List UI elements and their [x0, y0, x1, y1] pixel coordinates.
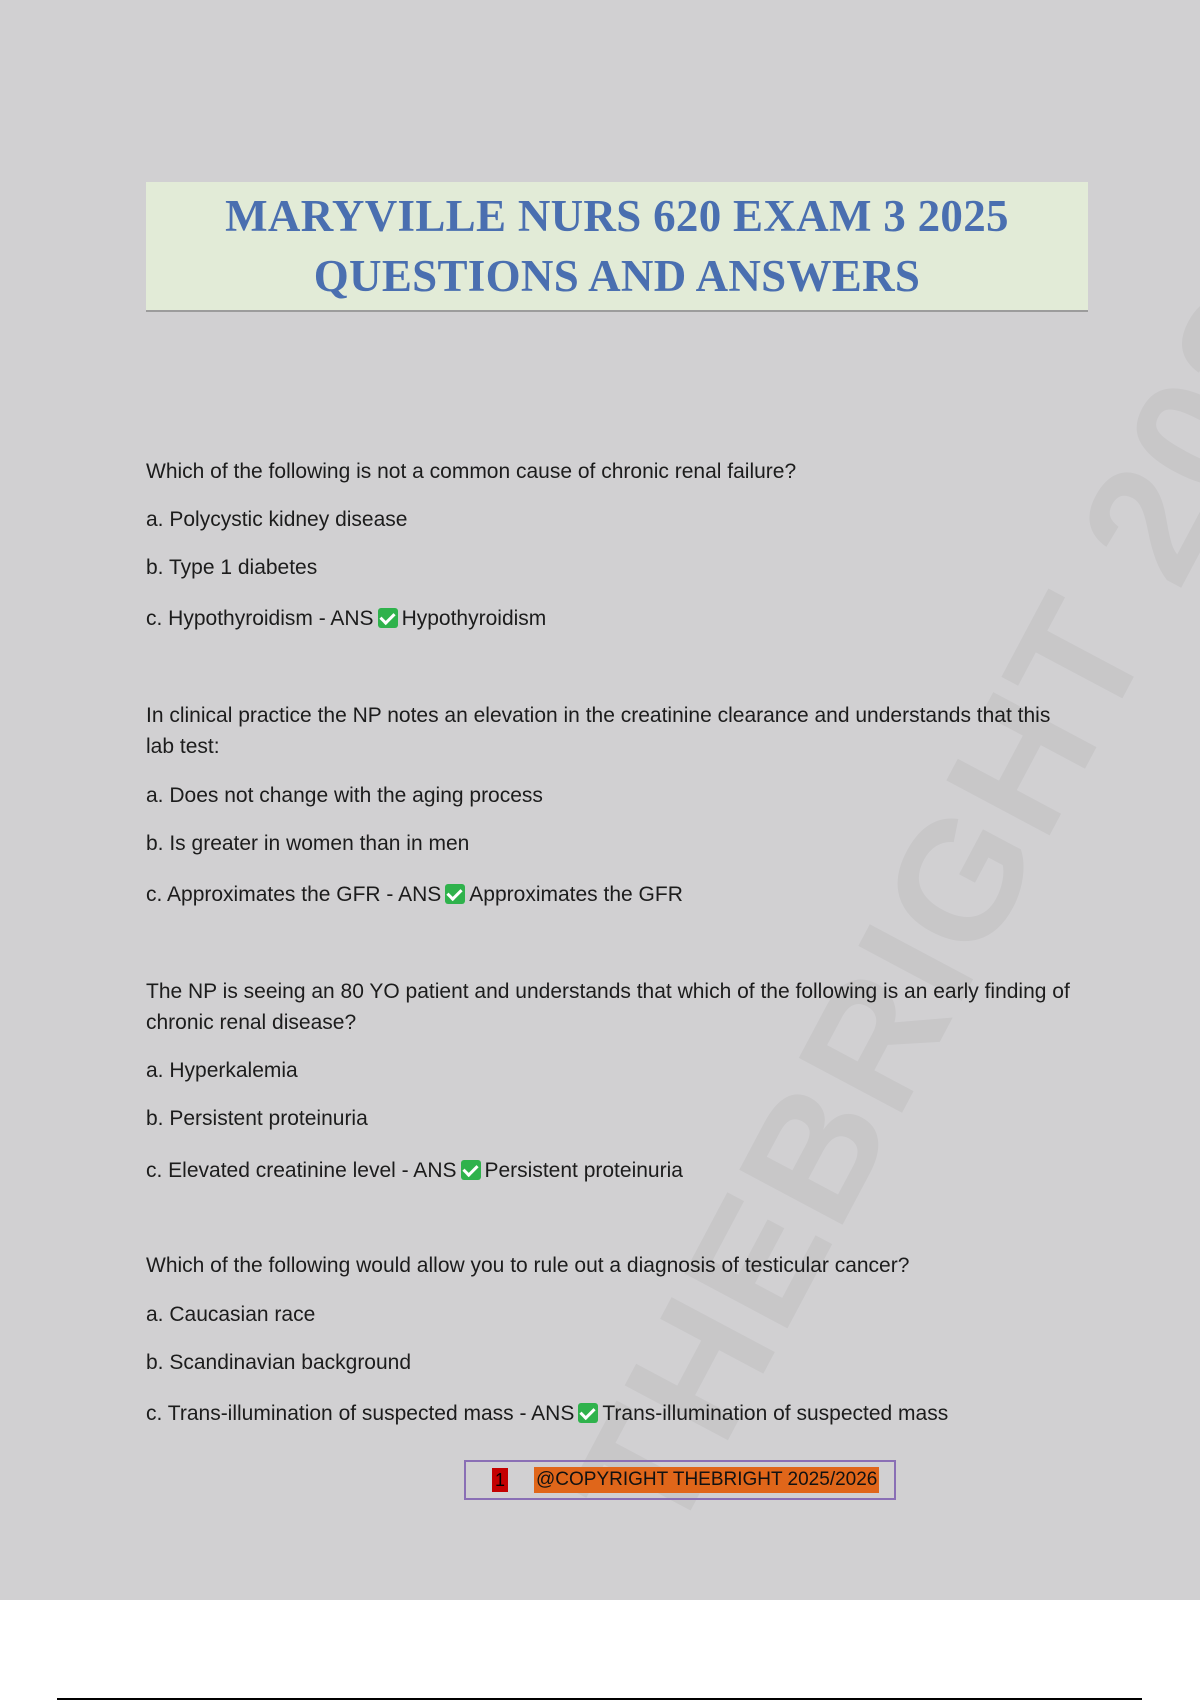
question-4-text: Which of the following would allow you to rule out a diagnosis of testicular cancer? — [146, 1254, 910, 1277]
question-1-option-c-label: c. Hypothyroidism - ANS — [146, 607, 374, 630]
question-2-option-c-label: c. Approximates the GFR - ANS — [146, 883, 442, 906]
title-line-2: QUESTIONS AND ANSWERS — [313, 251, 921, 301]
question-1-option-b: b. Type 1 diabetes — [146, 556, 318, 579]
question-3-option-b: b. Persistent proteinuria — [146, 1107, 368, 1130]
question-3-text: The NP is seeing an 80 YO patient and understands that which of the following is an early finding of chronic renal disease? — [146, 980, 1070, 1034]
page-footer — [464, 1460, 896, 1500]
watermark — [534, 172, 1200, 1565]
question-2-answer: Approximates the GFR — [469, 883, 683, 906]
title-banner — [146, 182, 1088, 312]
question-3-answer: Persistent proteinuria — [484, 1159, 683, 1182]
question-3-option-c-label: c. Elevated creatinine level - ANS — [146, 1159, 457, 1182]
question-3-option-a: a. Hyperkalemia — [146, 1059, 298, 1082]
question-1-option-c — [146, 603, 546, 634]
question-4-option-b: b. Scandinavian background — [146, 1351, 412, 1374]
question-2-option-c — [146, 879, 683, 910]
checkmark-icon — [461, 1160, 481, 1180]
question-2-text: In clinical practice the NP notes an elevation in the creatinine clearance and understands that this lab test: — [146, 704, 1051, 758]
question-4-option-c — [146, 1398, 948, 1429]
question-2-option-b: b. Is greater in women than in men — [146, 832, 470, 855]
title-line-1: MARYVILLE NURS 620 EXAM 3 2025 — [225, 191, 1009, 241]
question-4-answer: Trans-illumination of suspected mass — [602, 1402, 949, 1425]
question-1-text: Which of the following is not a common cause of chronic renal failure? — [146, 460, 797, 483]
question-1-option-a: a. Polycystic kidney disease — [146, 508, 408, 531]
checkmark-icon — [578, 1403, 598, 1423]
page-number: 1 — [492, 1468, 508, 1492]
checkmark-icon — [445, 884, 465, 904]
copyright-notice: @COPYRIGHT THEBRIGHT 2025/2026 — [534, 1467, 879, 1493]
question-4-option-c-label: c. Trans-illumination of suspected mass - ANS — [146, 1402, 575, 1425]
question-2-option-a: a. Does not change with the aging process — [146, 784, 543, 807]
checkmark-icon — [378, 608, 398, 628]
question-3-option-c — [146, 1155, 683, 1186]
question-1-answer: Hypothyroidism — [401, 607, 547, 630]
question-4-option-a: a. Caucasian race — [146, 1303, 316, 1326]
